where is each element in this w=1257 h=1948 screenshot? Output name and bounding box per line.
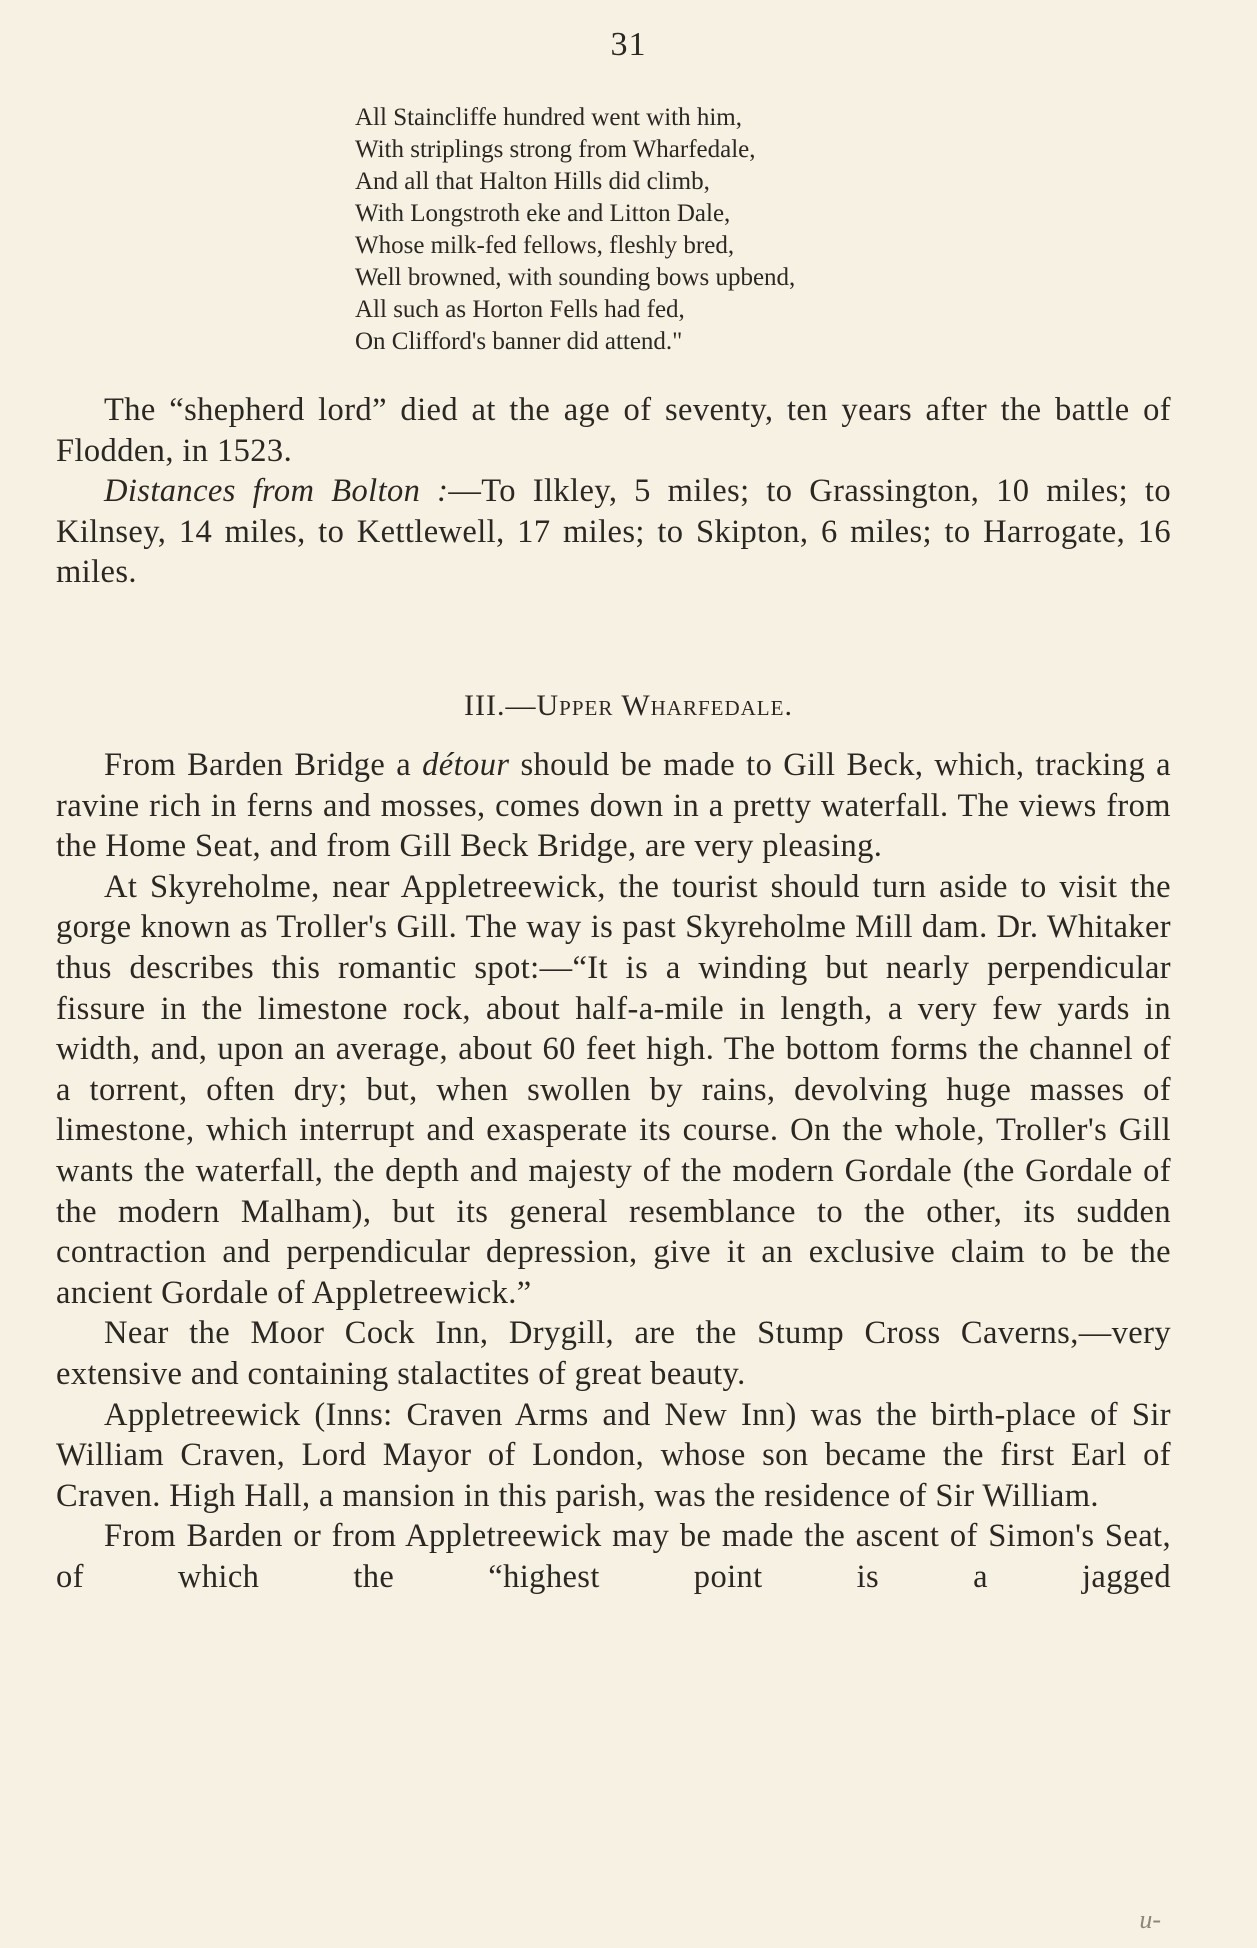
gill-beck-start: From Barden Bridge a xyxy=(104,747,412,783)
verse-quotation xyxy=(355,102,795,358)
distances-text: —To Ilkley, 5 miles; to Grassington, 10 miles; to Kilnsey, 14 miles, to Kettlewell, 17 miles; to Skipton, 6 miles; to Harrogate, 16 miles. xyxy=(56,473,1171,591)
paragraph-distances xyxy=(56,471,1171,593)
section-numeral: III.— xyxy=(464,689,537,722)
section-title: Upper Wharfedale. xyxy=(536,689,793,722)
paragraph-simons-seat: From Barden or from Appletreewick may be made the ascent of Simon's Seat, of which the “highest point is a jagged xyxy=(56,1518,1171,1595)
upper-wharfedale-text xyxy=(56,745,1171,1597)
gill-beck-rest: should be made to Gill Beck, which, tracking a ravine rich in ferns and mosses, comes down in a pretty waterfall. The views from the Home Seat, and from Gill Beck Bridge, are very pleasing. xyxy=(56,747,1171,865)
catchword: u- xyxy=(1139,1905,1161,1934)
detour-word: détour xyxy=(422,747,510,783)
verse-line: And all that Halton Hills did climb, xyxy=(355,168,710,195)
verse-line: On Clifford's banner did attend." xyxy=(355,328,683,355)
paragraph-trollers-gill: At Skyreholme, near Appletreewick, the tourist should turn aside to visit the gorge known as Troller's Gill. The way is past Skyreholme Mill dam. Dr. Whitaker thus describes this romantic spot:—“It is a winding but nearly perpendicular fissure in the limestone rock, about half-a-mile in length, a very few yards in width, and, upon an average, about 60 feet high. The bottom forms the channel of a torrent, often dry; but, when swollen by rains, devolving huge masses of limestone, which interrupt and exasperate its course. On the whole, Troller's Gill wants the waterfall, the depth and majesty of the modern Gordale (the Gordale of the modern Malham), but its general resemblance to the other, its sudden contraction and perpendicular depression, give it an exclusive claim to be the ancient Gordale of Appletreewick.” xyxy=(56,868,1171,1311)
section-heading xyxy=(0,689,1257,723)
page-number: 31 xyxy=(610,26,647,63)
intro-paragraphs xyxy=(56,390,1171,593)
verse-line: All such as Horton Fells had fed, xyxy=(355,296,685,323)
verse-line: Whose milk-fed fellows, fleshly bred, xyxy=(355,232,735,259)
paragraph-stump-cross: Near the Moor Cock Inn, Drygill, are the Stump Cross Caverns,—very extensive and containing stalactites of great beauty. xyxy=(56,1315,1171,1392)
verse-line: With Longstroth eke and Litton Dale, xyxy=(355,200,731,227)
distances-label: Distances from Bolton : xyxy=(104,473,449,510)
paragraph-shepherd-lord: The “shepherd lord” died at the age of seventy, ten years after the battle of Flodden, in 1523. xyxy=(56,392,1171,469)
verse-line: All Staincliffe hundred went with him, xyxy=(355,104,742,131)
paragraph-appletreewick: Appletreewick (Inns: Craven Arms and New Inn) was the birth-place of Sir William Craven, Lord Mayor of London, whose son became the first Earl of Craven. High Hall, a mansion in this parish, was the residence of Sir William. xyxy=(56,1396,1171,1514)
paragraph-gill-beck xyxy=(56,745,1171,867)
verse-line: Well browned, with sounding bows upbend, xyxy=(355,264,796,291)
verse-line: With striplings strong from Wharfedale, xyxy=(355,136,756,163)
